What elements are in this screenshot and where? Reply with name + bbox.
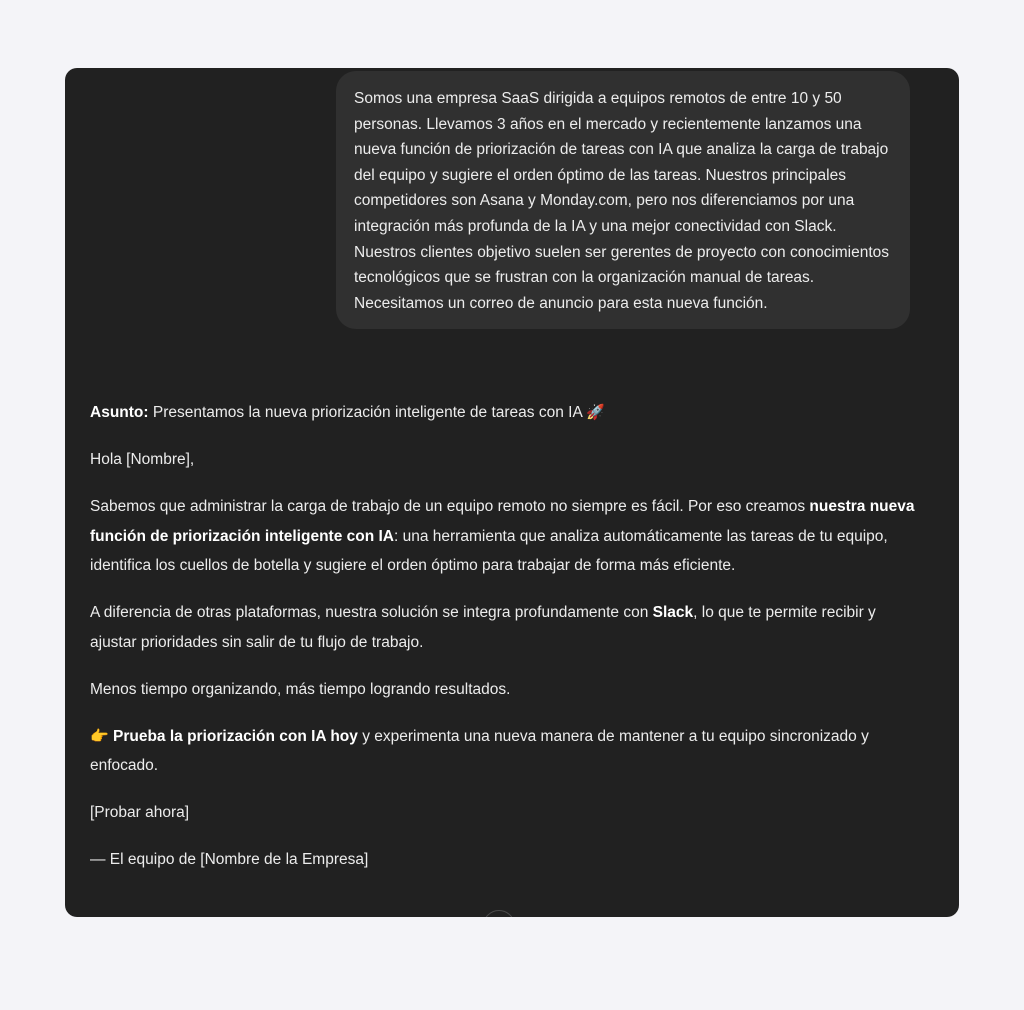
paragraph-text: Sabemos que administrar la carga de trabajo de un equipo remoto no siempre es fácil. Por eso creamos: [90, 498, 810, 515]
email-cta-paragraph: [90, 722, 920, 781]
cta-bold: Prueba la priorización con IA hoy: [113, 727, 358, 745]
email-cta-button-placeholder: [Probar ahora]: [90, 804, 190, 821]
paragraph-text: , lo que te permite recibir y ajustar prioridades sin salir de tu flujo de trabajo.: [90, 604, 876, 651]
email-greeting: Hola [Nombre],: [90, 451, 195, 468]
paragraph-text: y experimenta una nueva manera de mantener a tu equipo sincronizado y enfocado.: [90, 727, 869, 774]
pointing-hand-icon: 👉: [90, 727, 109, 745]
slack-bold: Slack: [652, 604, 694, 621]
user-message-text: Somos una empresa SaaS dirigida a equipos remotos de entre 10 y 50 personas. Llevamos 3 años en el mercado y recientemente lanzamos una nueva función de priorización de tareas con IA que analiza la carga de trabajo del equipo y sugiere el orden óptimo de las tareas. Nuestros principales competidores son Asana y Monday.com, pero nos diferenciamos por una integración más profunda de la IA y una mejor conectividad con Slack. Nuestros clientes objetivo suelen ser gerentes de proyecto con conocimientos tecnológicos que se frustran con la organización manual de tareas. Necesitamos un correo de anuncio para esta nueva función.: [354, 90, 890, 312]
assistant-message: [90, 398, 920, 892]
paragraph-text: A diferencia de otras plataformas, nuestra solución se integra profundamente con: [90, 604, 653, 621]
feature-name-bold: nuestra nueva función de priorización inteligente con IA: [90, 498, 915, 545]
scroll-down-button[interactable]: [483, 910, 515, 917]
email-signature: — El equipo de [Nombre de la Empresa]: [90, 851, 369, 868]
email-paragraph-slack: [90, 598, 920, 657]
chat-panel: [65, 68, 959, 917]
subject-label: Asunto:: [90, 404, 149, 421]
subject-text: Presentamos la nueva priorización inteligente de tareas con IA: [148, 404, 587, 421]
email-paragraph-intro: [90, 492, 920, 581]
paragraph-text: : una herramienta que analiza automáticamente las tareas de tu equipo, identifica los cuellos de botella y sugiere el orden óptimo para trabajar de forma más eficiente.: [90, 527, 888, 574]
email-subject: [90, 398, 920, 428]
rocket-icon: 🚀: [586, 404, 605, 421]
user-message-bubble: [336, 71, 910, 329]
email-tagline: Menos tiempo organizando, más tiempo logrando resultados.: [90, 680, 511, 698]
